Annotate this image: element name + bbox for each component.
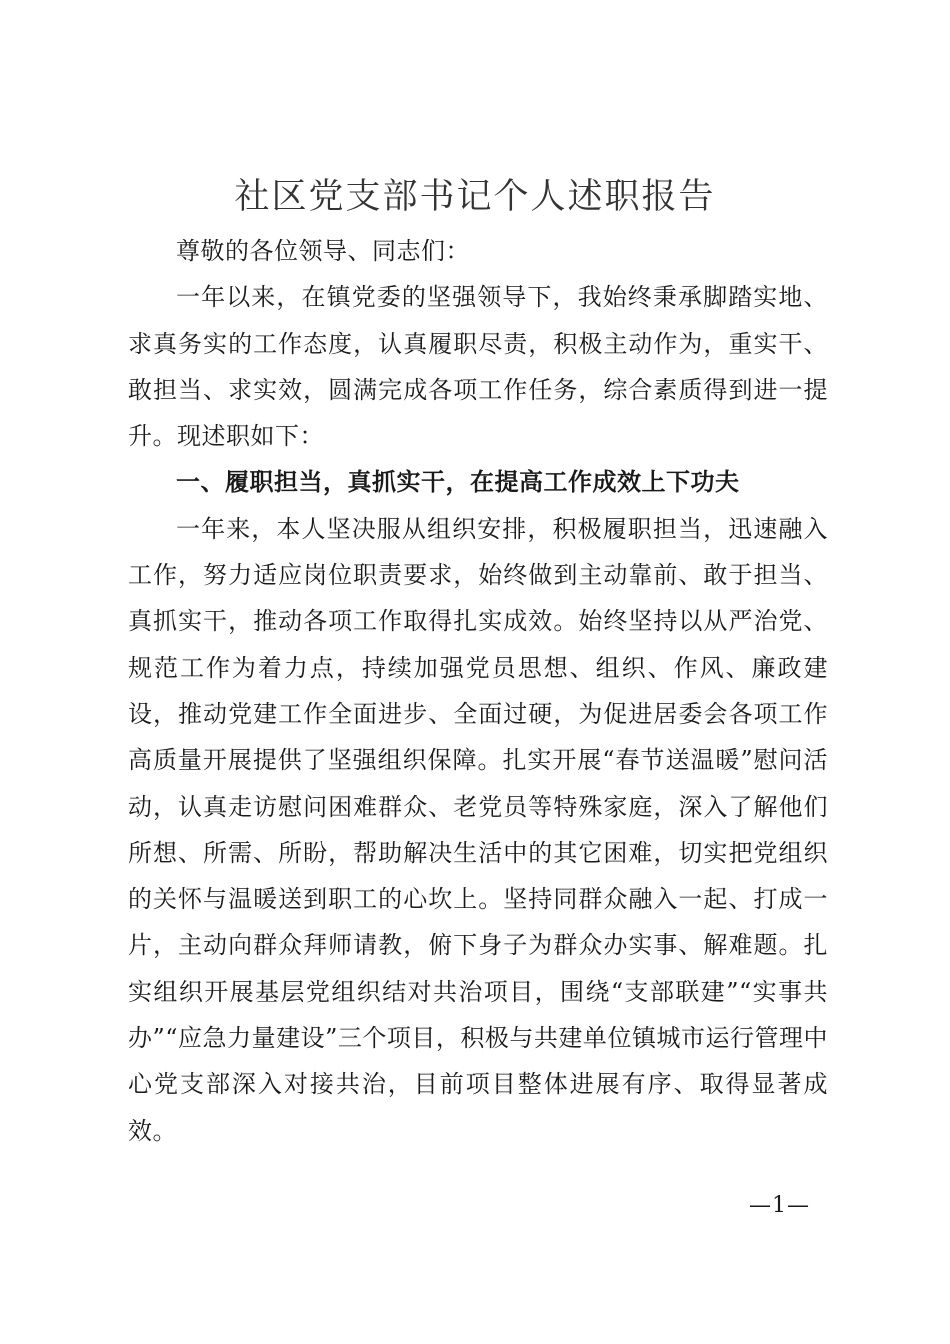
intro-paragraph: 一年以来，在镇党委的坚强领导下，我始终秉承脚踏实地、求真务实的工作态度，认真履职尽责，积极主动作为，重实干、敢担当、求实效，圆满完成各项工作任务，综合素质得到进一提升。现述职如下：	[128, 283, 828, 451]
salutation: 尊敬的各位领导、同志们：	[176, 237, 470, 265]
page-number: —1—	[749, 1193, 810, 1218]
section-paragraph: 一年来，本人坚决服从组织安排，积极履职担当，迅速融入工作，努力适应岗位职责要求，始终做到主动靠前、敢于担当、真抓实干，推动各项工作取得扎实成效。始终坚持以从严治党、规范工作为着力点，持续加强党员思想、组织、作风、廉政建设，推动党建工作全面进步、全面过硬，为促进居委会各项工作高质量开展提供了坚强组织保障。扎实开展“春节送温暖”慰问活动，认真走访慰问困难群众、老党员等特殊家庭，深入了解他们所想、所需、所盼，帮助解决生活中的其它困难，切实把党组织的关怀与温暖送到职工的心坎上。坚持同群众融入一起、打成一片，主动向群众拜师请教，俯下身子为群众办实事、解难题。扎实组织开展基层党组织结对共治项目，围绕“支部联建”“实事共办”“应急力量建设”三个项目，积极与共建单位镇城市运行管理中心党支部深入对接共治，目前项目整体进展有序、取得显著成效。	[128, 514, 828, 1145]
section-heading: 一、履职担当，真抓实干，在提高工作成效上下功夫	[176, 468, 740, 497]
document-title: 社区党支部书记个人述职报告	[234, 177, 716, 217]
document-body	[128, 228, 828, 1154]
